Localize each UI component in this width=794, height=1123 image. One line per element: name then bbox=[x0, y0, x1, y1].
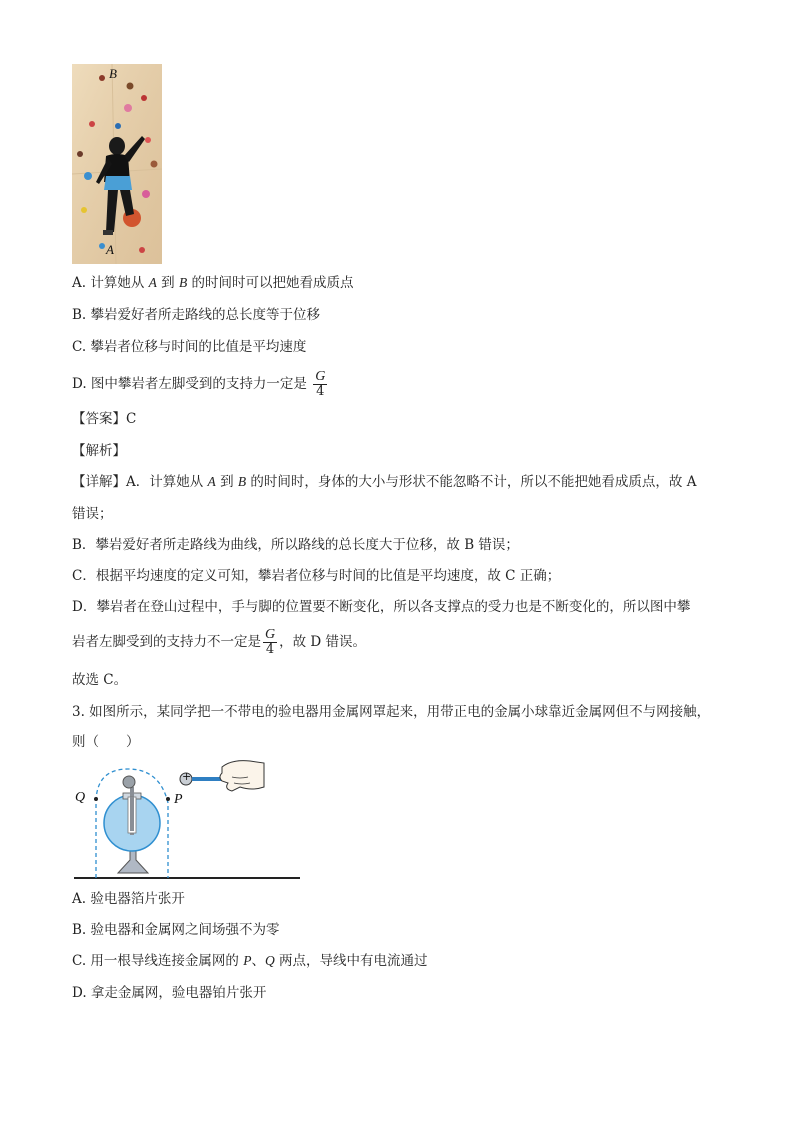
fraction-denominator: 4 bbox=[316, 384, 325, 399]
option-a-text-mid: 到 bbox=[156, 275, 179, 291]
detail-a-var-a: A bbox=[207, 474, 216, 489]
answer-label: 【答案】 bbox=[72, 411, 126, 427]
q3-option-c-start: C. 用一根导线连接金属网的 bbox=[72, 953, 244, 969]
fraction-numerator: G bbox=[315, 369, 326, 384]
q2-option-b: B. 攀岩爱好者所走路线的总长度等于位移 bbox=[72, 307, 321, 323]
option-a-var-b: B bbox=[178, 275, 188, 290]
detail-d-line-1: D．攀岩者在登山过程中，手与脚的位置要不断变化，所以各支撑点的受力也是不断变化的，所以图中攀 bbox=[72, 599, 691, 615]
point-p-label: P bbox=[174, 792, 183, 807]
q2-option-a bbox=[72, 273, 354, 293]
detail-a-var-b: B bbox=[237, 474, 247, 489]
detail-label: 【详解】 bbox=[72, 474, 126, 490]
detail-c-line: C．根据平均速度的定义可知，攀岩者位移与时间的比值是平均速度，故 C 正确； bbox=[72, 568, 561, 584]
q2-option-d bbox=[72, 366, 329, 402]
point-a-label: A bbox=[106, 242, 114, 257]
option-d-text: D. 图中攀岩者左脚受到的支持力一定是 bbox=[72, 376, 312, 392]
analysis-label: 【解析】 bbox=[72, 443, 126, 459]
q3-option-c-var-p: P bbox=[243, 953, 252, 968]
q3-option-c-sep: 、 bbox=[251, 953, 265, 969]
q3-option-d: D. 拿走金属网，验电器铂片张开 bbox=[72, 985, 267, 1001]
detail-fraction-g-over-4 bbox=[263, 628, 277, 657]
q3-option-a: A. 验电器箔片张开 bbox=[72, 891, 185, 907]
fraction-g-over-4 bbox=[313, 370, 327, 399]
detail-b-line: B．攀岩爱好者所走路线为曲线，所以路线的总长度大于位移，故 B 错误； bbox=[72, 537, 519, 553]
detail-fraction-numerator: G bbox=[265, 627, 276, 642]
climbing-wall-illustration bbox=[72, 64, 162, 264]
detail-fraction-denominator: 4 bbox=[265, 642, 275, 657]
plus-charge-sign: + bbox=[182, 770, 192, 783]
detail-d-text-end: ，故 D 错误。 bbox=[279, 634, 367, 650]
detail-a-end: 的时间时，身体的大小与形状不能忽略不计，所以不能把她看成质点，故 A bbox=[246, 474, 697, 490]
option-a-var-a: A bbox=[148, 275, 157, 290]
detail-d-text: 岩者左脚受到的支持力不一定是 bbox=[72, 634, 261, 650]
q3-option-c bbox=[72, 951, 428, 971]
q3-option-c-end: 两点，导线中有电流通过 bbox=[274, 953, 428, 969]
q3-stem-line-1: 3. 如图所示，某同学把一不带电的验电器用金属网罩起来，用带正电的金属小球靠近金属网但不与网接触， bbox=[72, 704, 711, 720]
climbing-wall-photo bbox=[72, 64, 162, 264]
conclusion-line: 故选 C。 bbox=[72, 672, 128, 688]
answer-line bbox=[72, 409, 136, 429]
detail-d-line-2 bbox=[72, 624, 366, 660]
detail-a-start: A．计算她从 bbox=[126, 474, 208, 490]
detail-a-continuation: 错误； bbox=[72, 506, 113, 522]
point-q-label: Q bbox=[75, 790, 86, 805]
detail-a-line bbox=[72, 472, 696, 492]
option-a-text-start: A. 计算她从 bbox=[72, 275, 149, 291]
q3-option-c-var-q: Q bbox=[264, 953, 275, 968]
answer-value: C bbox=[126, 411, 137, 427]
option-a-text-end: 的时间时可以把她看成质点 bbox=[187, 275, 354, 291]
q3-option-b: B. 验电器和金属网之间场强不为零 bbox=[72, 922, 280, 938]
electroscope-figure bbox=[72, 757, 302, 882]
detail-a-mid: 到 bbox=[215, 474, 238, 490]
point-b-label: B bbox=[109, 66, 117, 81]
q2-option-c: C. 攀岩者位移与时间的比值是平均速度 bbox=[72, 339, 307, 355]
q3-stem-line-2: 则（ ） bbox=[72, 734, 140, 750]
